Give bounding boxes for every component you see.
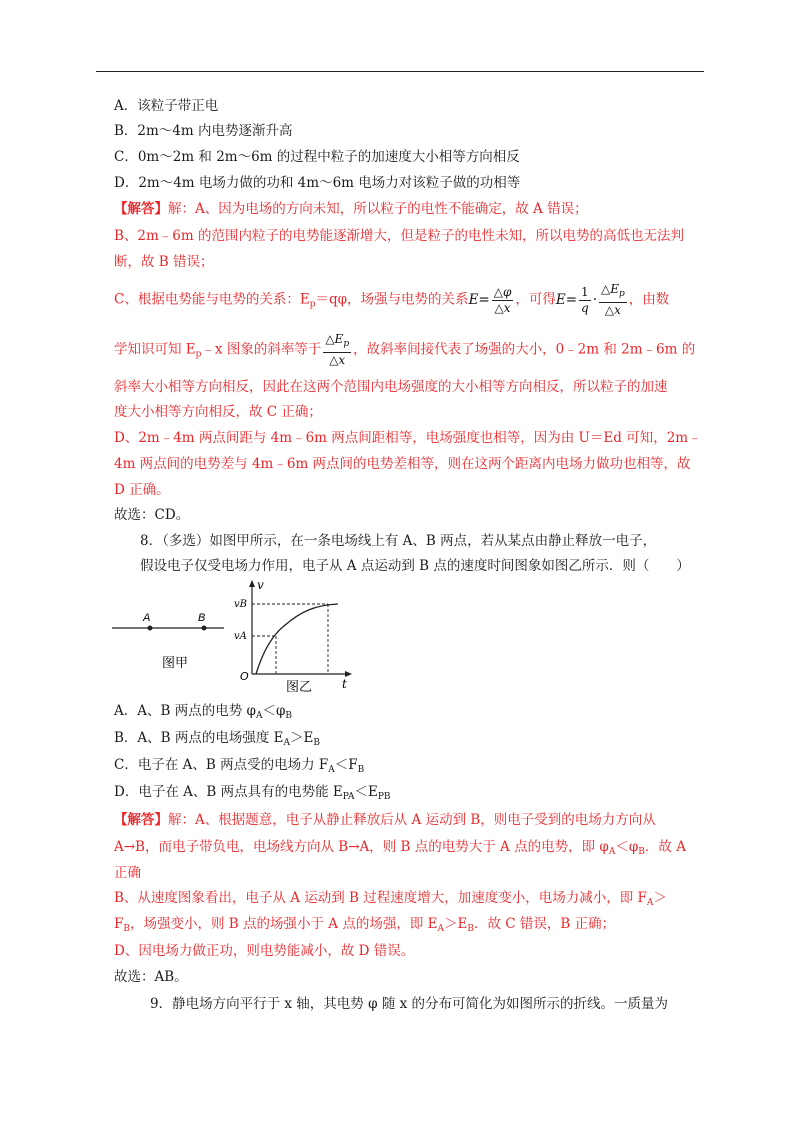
q7-option-b: B．2m～4m 内电势逐渐升高 — [114, 123, 293, 139]
v-axis-label: v — [257, 578, 264, 592]
formula-fraction: $\frac{1}{q}$ — [581, 284, 589, 315]
q7-answer-line-2: B、2m﹣6m 的范围内粒子的电势能逐渐增大，但是粒子的电性未知，所以电势的高低也无法判 — [114, 228, 684, 244]
q8-answer-line-2: A→B，而电子带负电，电场线方向从 B→A，则 B 点的电势大于 A 点的电势，即 $\varphi_A<\varphi_B$．故 A — [114, 839, 686, 857]
q8-option-b: B．A、B 两点的电场强度 $E_A>E_B$ — [114, 730, 321, 748]
q8-option-a: A．A、B 两点的电势 $\varphi_A<\varphi_B$ — [114, 703, 293, 721]
point-b-dot — [202, 626, 207, 631]
header-rule — [96, 71, 704, 72]
q7-answer-line-8: D、2m﹣4m 两点间距与 4m﹣6m 两点间距相等，电场强度也相等，因为由 U＝Ed 可知，2m﹣ — [114, 430, 702, 446]
q7-option-d: D．2m～4m 电场力做的功和 4m～6m 电场力对该粒子做的功相等 — [114, 175, 521, 191]
formula-fraction: $\frac{\triangle E_p}{\triangle x}$ — [325, 332, 350, 367]
label-a: A — [143, 612, 151, 624]
caption-left: 图甲 — [162, 656, 189, 671]
vb-label: vB — [234, 599, 247, 610]
q7-answer-line-4: C、根据电势能与电势的关系：$E_p=q\varphi$，场强与电势的关系E= $\frac{\triangle\varphi}{\triangle x}$ ，可得E= $\frac{1}{q}$ · $\frac{\triangle E_p}{\triangle x}$ ，由数 — [114, 282, 670, 317]
q8-figure — [106, 578, 366, 698]
velocity-curve — [256, 604, 338, 674]
q7-answer-line-5: 学知识可知 $E_p﹣x$ 图象的斜率等于 $\frac{\triangle E_p}{\triangle x}$ ，故斜率间接代表了场强的大小，0﹣2m 和 2m﹣6m 的 — [114, 332, 696, 367]
q8-option-d: D．电子在 A、B 两点具有的电势能 $E_{PA}<E_{PB}$ — [114, 784, 391, 802]
formula-fraction: $\frac{\triangle\varphi}{\triangle x}$ — [493, 284, 512, 315]
q8-answer-line-4: B、从速度图象看出，电子从 A 运动到 B 过程速度增大，加速度变小，电场力减小，即 $F_A>$ — [114, 890, 667, 908]
q7-option-c: C．0m～2m 和 2m～6m 的过程中粒子的加速度大小相等方向相反 — [114, 149, 520, 165]
q8-answer-line-6: D、因电场力做正功，则电势能减小，故 D 错误。 — [114, 943, 415, 959]
q9-stem: 9．静电场方向平行于 x 轴，其电势 φ 随 x 的分布可简化为如图所示的折线。一质量为 — [150, 996, 669, 1012]
q8-option-c: C．电子在 A、B 两点受的电场力 $F_A<F_B$ — [114, 757, 365, 775]
q7-answer-line-10: D 正确。 — [114, 482, 170, 498]
q7-answer-line-1: 【解答】解：A、因为电场的方向未知，所以粒子的电性不能确定，故 A 错误； — [114, 201, 588, 217]
q7-answer-line-7: 度大小相等方向相反，故 C 正确； — [114, 404, 322, 420]
label-b: B — [198, 612, 206, 624]
q8-stem-1: 8．（多选）如图甲所示，在一条电场线上有 A、B 两点，若从某点由静止释放一电子， — [140, 533, 657, 549]
q7-choice: 故选：CD。 — [114, 507, 190, 523]
t-axis-label: t — [342, 677, 347, 691]
q8-answer-line-3: 正确 — [114, 865, 141, 881]
q7-answer-line-3: 断，故 B 错误； — [114, 254, 214, 270]
q8-answer-line-1: 【解答】解：A、根据题意，电子从静止释放后从 A 运动到 B，则电子受到的电场力方向从 — [114, 812, 656, 828]
point-a-dot — [148, 626, 153, 631]
q8-stem-2: 假设电子仅受电场力作用，电子从 A 点运动到 B 点的速度时间图象如图乙所示．则（ ） — [140, 558, 690, 574]
q7-answer-line-6: 斜率大小相等方向相反，因此在这两个范围内电场强度的大小相等方向相反，所以粒子的加速 — [114, 379, 668, 395]
q8-choice: 故选：AB。 — [114, 969, 188, 985]
q8-answer-line-5: $F_B$，场强变小，则 B 点的场强小于 A 点的场强，即 $E_A>E_B$．故 C 错误，B 正确； — [114, 916, 616, 934]
q7-answer-line-9: 4m 两点间的电势差与 4m﹣6m 两点间的电势差相等，则在这两个距离内电场力做功也相等，故 — [114, 456, 691, 472]
caption-right: 图乙 — [286, 680, 313, 695]
q7-option-a: A．该粒子带正电 — [114, 98, 219, 114]
formula-fraction: $\frac{\triangle E_p}{\triangle x}$ — [600, 282, 625, 317]
origin-label: O — [240, 670, 249, 683]
va-label: vA — [234, 631, 247, 642]
